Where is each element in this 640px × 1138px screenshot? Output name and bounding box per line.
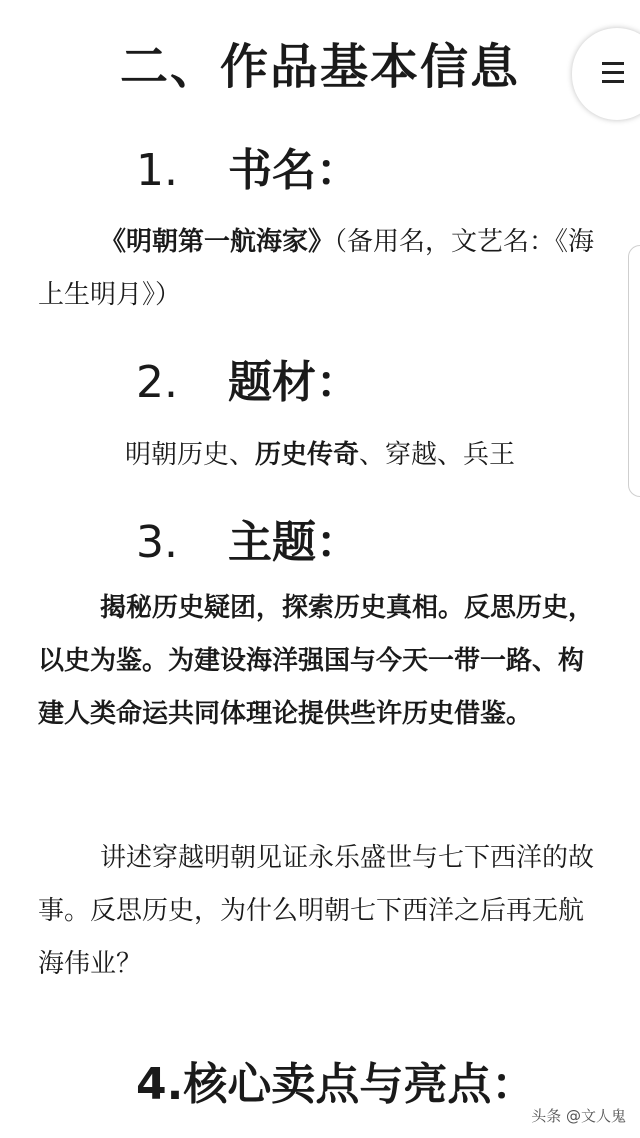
watermark: 头条 @文人鬼 [531,1107,626,1125]
theme-paragraph-2: 讲述穿越明朝见证永乐盛世与七下西洋的故事。反思历史，为什么明朝七下西洋之后再无航海伟业？ [38,843,595,979]
section-heading-text: 书名： [228,145,360,196]
section-heading-text: 题材： [228,357,360,408]
section-heading-theme [136,506,360,570]
subject-part: 明朝历史、 [124,440,255,470]
subject-line [0,434,640,471]
subject-part-bold: 历史传奇 [254,440,359,470]
book-alt-title: （备用名，文艺名：《海上生明月》） [38,227,595,310]
section-heading-text: 主题： [228,517,360,568]
section-heading-book-name [136,134,360,198]
section-number: 2. [136,357,178,408]
subject-part: 、穿越、兵王 [359,440,516,470]
page-title: 二、作品基本信息 [119,39,520,95]
section-number: 3. [136,517,178,568]
book-name-paragraph [38,216,604,322]
section-heading-subject [136,346,360,410]
book-title: 《明朝第一航海家》 [100,227,335,257]
theme-paragraph-1: 揭秘历史疑团，探索历史真相。反思历史，以史为鉴。为建设海洋强国与今天一带一路、构建人类命运共同体理论提供些许历史借鉴。 [38,593,595,729]
scroll-handle[interactable] [628,245,640,497]
section-heading-selling-points: 4.核心卖点与亮点： [136,1059,536,1110]
hamburger-menu-icon [602,62,626,86]
section-number: 1. [136,145,178,196]
